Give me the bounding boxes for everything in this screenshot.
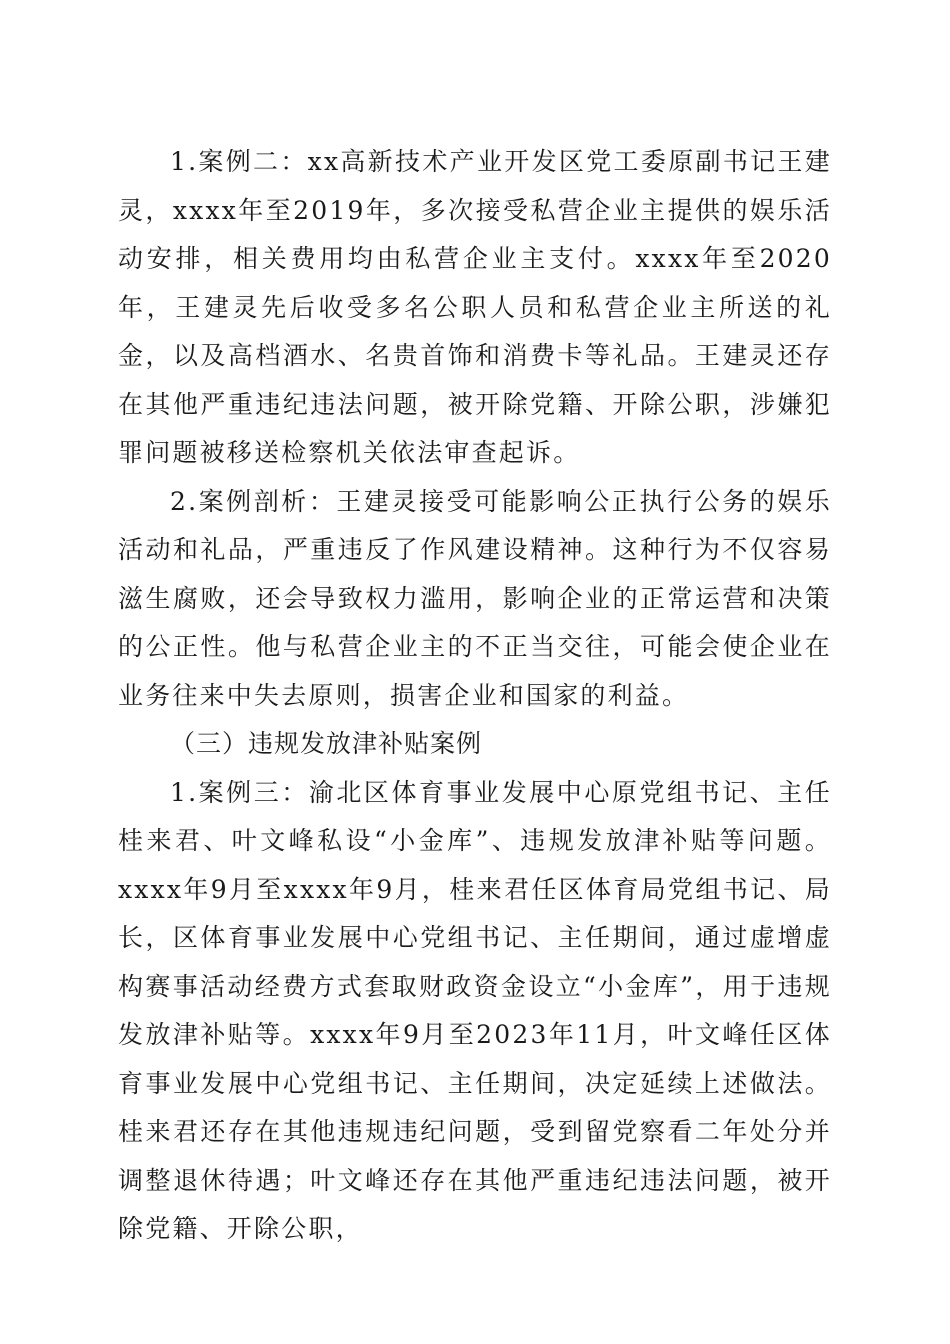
case-analysis-paragraph: 2.案例剖析：王建灵接受可能影响公正执行公务的娱乐活动和礼品，严重违反了作风建设精神。这种行为不仅容易滋生腐败，还会导致权力滥用，影响企业的正常运营和决策的公正性。他与私营企业主的不正当交往，可能会使企业在业务往来中失去原则，损害企业和国家的利益。 xyxy=(118,486,832,710)
case-two-paragraph: 1.案例二：xx高新技术产业开发区党工委原副书记王建灵，xxxx年至2019年，多次接受私营企业主提供的娱乐活动安排，相关费用均由私营企业主支付。xxxx年至2020年，王建灵先后收受多名公职人员和私营企业主所送的礼金，以及高档酒水、名贵首饰和消费卡等礼品。王建灵还存在其他严重违纪违法问题，被开除党籍、开除公职，涉嫌犯罪问题被移送检察机关依法审查起诉。 xyxy=(118,147,832,467)
case-three-paragraph: 1.案例三：渝北区体育事业发展中心原党组书记、主任桂来君、叶文峰私设“小金库”、违规发放津补贴等问题。xxxx年9月至xxxx年9月，桂来君任区体育局党组书记、局长，区体育事业发展中心党组书记、主任期间，通过虚增虚构赛事活动经费方式套取财政资金设立“小金库”，用于违规发放津补贴等。xxxx年9月至2023年11月，叶文峰任区体育事业发展中心党组书记、主任期间，决定延续上述做法。桂来君还存在其他违规违纪问题，受到留党察看二年处分并调整退休待遇；叶文峰还存在其他严重违纪违法问题，被开除党籍、开除公职， xyxy=(118,777,832,1243)
document-body xyxy=(118,138,832,1254)
section-heading: （三）违规发放津补贴案例 xyxy=(170,729,483,758)
